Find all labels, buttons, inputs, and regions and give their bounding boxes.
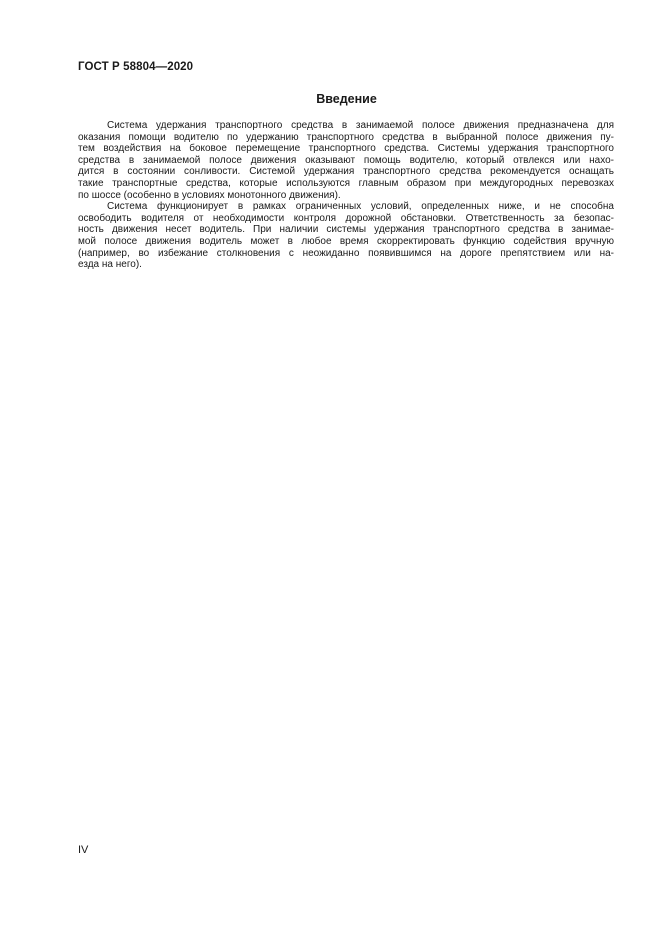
paragraph-2 xyxy=(78,201,614,271)
text-line: освободить водителя от необходимости контроля дорожной обстановки. Ответственность за безопас- xyxy=(78,212,614,224)
text-line: (например, во избежание столкновения с неожиданно появившимся на дороге препятствием или на- xyxy=(78,247,614,259)
text-line: ность движения несет водитель. При наличии системы удержания транспортного средства в занимае- xyxy=(78,224,614,236)
paragraph-1 xyxy=(78,120,614,201)
page-number: IV xyxy=(78,844,89,856)
text-line: средства в занимаемой полосе движения оказывают помощь водителю, который отвлекся или нахо- xyxy=(78,154,614,166)
text-line: езда на него). xyxy=(78,259,142,271)
text-line: тем воздействия на боковое перемещение транспортного средства. Системы удержания транспортного xyxy=(78,143,614,155)
text-line: Система функционирует в рамках ограниченных условий, определенных ниже, и не способна xyxy=(107,201,614,213)
text-line: оказания помощи водителю по удержанию транспортного средства в выбранной полосе движения пу- xyxy=(78,131,614,143)
document-header: ГОСТ Р 58804—2020 xyxy=(78,61,194,73)
section-title: Введение xyxy=(316,92,377,106)
text-line: такие транспортные средства, которые используются главным образом при междугородных перевозках xyxy=(78,177,614,189)
text-line: по шоссе (особенно в условиях монотонного движения). xyxy=(78,189,341,201)
body-text xyxy=(78,120,614,271)
text-line: Система удержания транспортного средства в занимаемой полосе движения предназначена для xyxy=(107,120,614,131)
text-line: мой полосе движения водитель может в любое время скорректировать функцию содействия вручную xyxy=(78,235,614,247)
text-line: дится в состоянии сонливости. Системой удержания транспортного средства рекомендуется оснащать xyxy=(78,166,614,178)
